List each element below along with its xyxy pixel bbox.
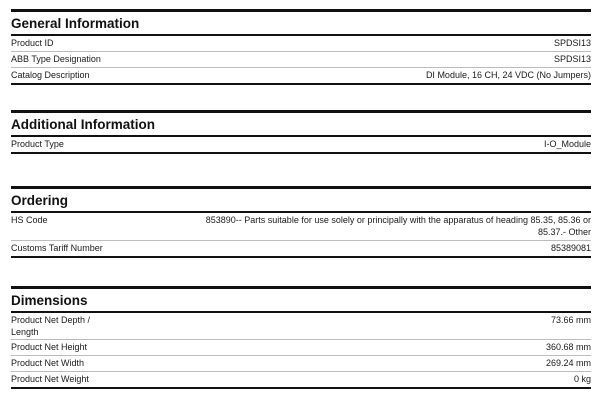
row-label: Product Net Width (11, 358, 85, 368)
row-value: DI Module, 16 CH, 24 VDC (No Jumpers) (425, 70, 591, 80)
row-label: Product Net Depth / Length (11, 315, 91, 337)
table-row (11, 313, 591, 340)
section-title: Ordering (11, 193, 69, 208)
row-label: Product ID (11, 38, 54, 48)
row-value: 85389081 (550, 243, 591, 253)
table-row (11, 52, 591, 68)
general-information-section (11, 9, 591, 85)
row-label: Product Type (11, 139, 64, 149)
row-value: SPDSI13 (553, 54, 591, 64)
row-value: 360.68 mm (545, 342, 591, 352)
table-row (11, 68, 591, 85)
table-row (11, 356, 591, 372)
row-value: 0 kg (573, 374, 591, 384)
row-value: I-O_Module (543, 139, 591, 149)
row-label: Product Net Weight (11, 374, 89, 384)
row-value: SPDSI13 (553, 38, 591, 48)
row-label: ABB Type Designation (11, 54, 101, 64)
row-value: 269.24 mm (545, 358, 591, 368)
table-row (11, 36, 591, 52)
dimensions-section (11, 286, 591, 389)
additional-information-section (11, 110, 591, 154)
row-label: HS Code (11, 215, 48, 225)
section-header (11, 186, 591, 213)
table-row (11, 137, 591, 154)
row-value: 73.66 mm (550, 315, 591, 325)
table-row (11, 340, 591, 356)
section-title: Additional Information (11, 117, 155, 132)
table-row (11, 213, 591, 241)
table-row (11, 241, 591, 258)
section-title: General Information (11, 16, 140, 31)
section-header (11, 286, 591, 313)
section-header (11, 9, 591, 36)
row-label: Product Net Height (11, 342, 88, 352)
ordering-section (11, 186, 591, 258)
table-row (11, 372, 591, 389)
row-value: 853890-- Parts suitable for use solely or principally with the apparatus of heading 85.35, 85.36 or 85.37.- Other (205, 215, 591, 237)
section-title: Dimensions (11, 293, 88, 308)
row-label: Customs Tariff Number (11, 243, 103, 253)
row-label: Catalog Description (11, 70, 90, 80)
section-header (11, 110, 591, 137)
